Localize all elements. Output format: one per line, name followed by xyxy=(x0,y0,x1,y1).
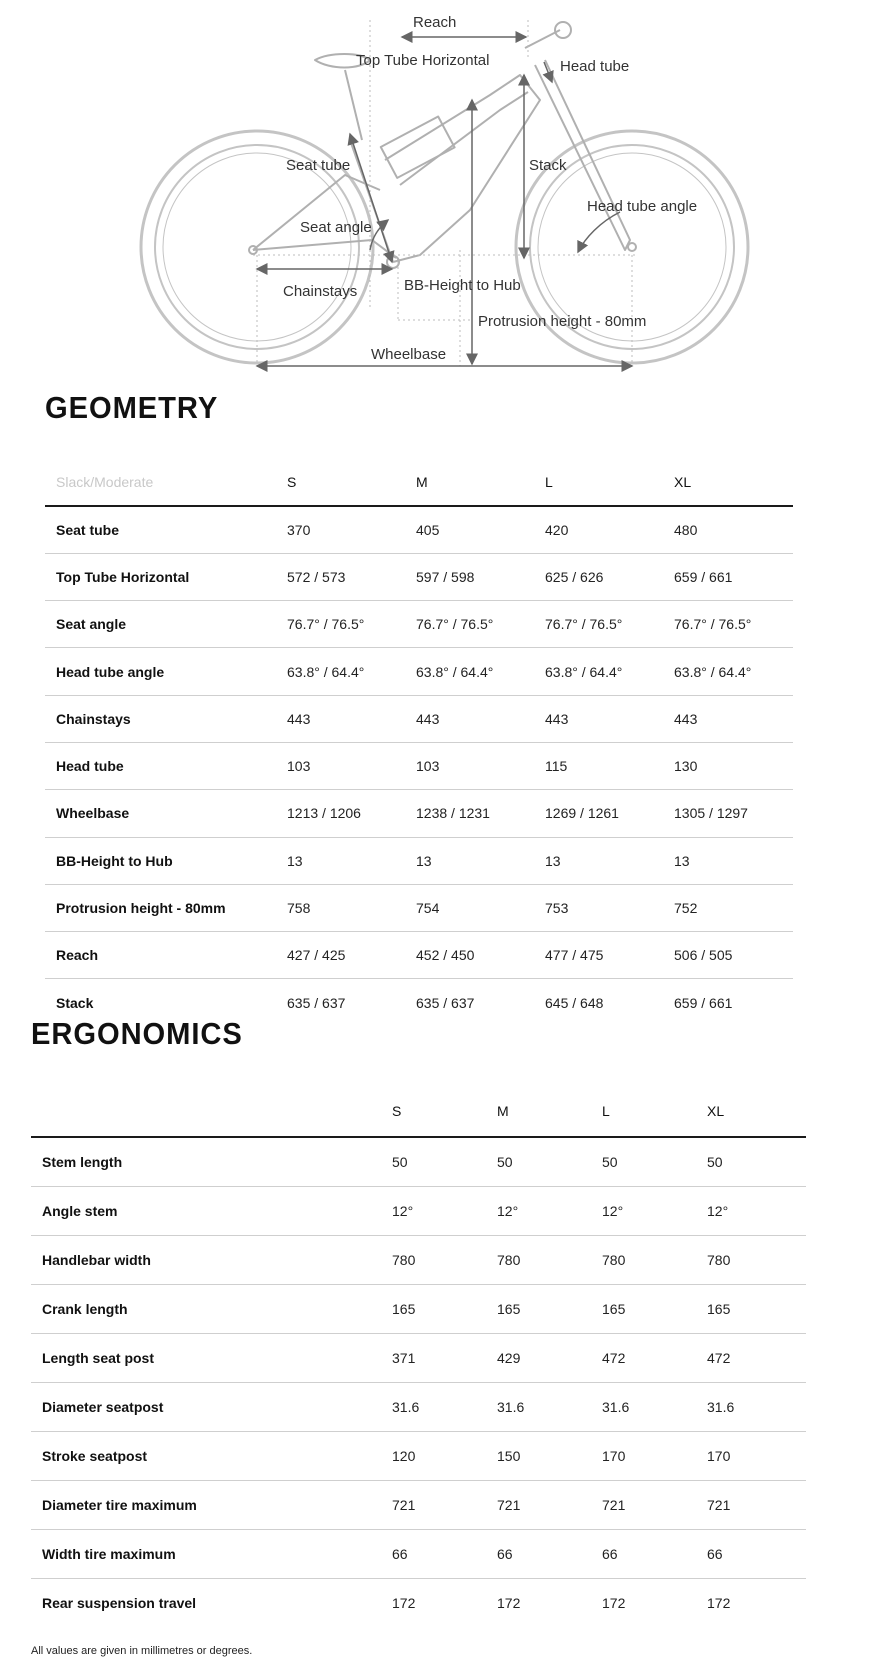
row-label: Diameter tire maximum xyxy=(42,1496,197,1513)
diagram-labels xyxy=(283,14,697,363)
geometry-header-row xyxy=(45,458,793,506)
table-row xyxy=(31,1578,806,1627)
cell-value: 721 xyxy=(497,1496,521,1513)
cell-value: 172 xyxy=(392,1594,416,1611)
cell-value: 12° xyxy=(497,1202,519,1219)
label-chainstays: Chainstays xyxy=(283,283,358,300)
label-top-tube-horizontal: Top Tube Horizontal xyxy=(356,52,490,69)
table-row xyxy=(31,1284,806,1333)
cell-value: 165 xyxy=(497,1300,521,1317)
cell-value: 721 xyxy=(392,1496,416,1513)
table-row xyxy=(31,1529,806,1578)
cell-value: 572 / 573 xyxy=(287,568,346,585)
row-label: Stem length xyxy=(42,1153,123,1170)
cell-value: 12° xyxy=(602,1202,624,1219)
size-header-s: S xyxy=(287,473,297,490)
cell-value: 165 xyxy=(602,1300,626,1317)
label-reach: Reach xyxy=(413,14,457,31)
cell-value: 625 / 626 xyxy=(545,568,604,585)
cell-value: 1305 / 1297 xyxy=(674,805,748,822)
cell-value: 477 / 475 xyxy=(545,947,604,964)
row-label: Protrusion height - 80mm xyxy=(56,900,226,917)
cell-value: 50 xyxy=(497,1153,513,1170)
row-label: Wheelbase xyxy=(56,805,130,822)
table-row xyxy=(31,1235,806,1284)
row-label: Chainstays xyxy=(56,710,131,727)
row-label: Seat angle xyxy=(56,616,127,633)
table-row xyxy=(31,1431,806,1480)
cell-value: 721 xyxy=(602,1496,626,1513)
size-header-s: S xyxy=(392,1102,402,1119)
cell-value: 63.8° / 64.4° xyxy=(545,663,623,680)
row-label: Head tube xyxy=(56,758,124,775)
row-label: Crank length xyxy=(42,1300,128,1317)
row-label: Reach xyxy=(56,947,99,964)
table-row xyxy=(31,1480,806,1529)
row-label: Stroke seatpost xyxy=(42,1447,148,1464)
cell-value: 172 xyxy=(707,1594,731,1611)
row-label: Angle stem xyxy=(42,1202,118,1219)
table-row xyxy=(45,932,793,979)
cell-value: 66 xyxy=(707,1545,723,1562)
table-row xyxy=(31,1186,806,1235)
cell-value: 758 xyxy=(287,900,311,917)
ergonomics-table xyxy=(31,1085,806,1627)
cell-value: 63.8° / 64.4° xyxy=(416,663,494,680)
cell-value: 645 / 648 xyxy=(545,994,604,1011)
cell-value: 31.6 xyxy=(497,1398,525,1415)
cell-value: 452 / 450 xyxy=(416,947,475,964)
cell-value: 443 xyxy=(416,710,440,727)
cell-value: 635 / 637 xyxy=(416,994,475,1011)
cell-value: 63.8° / 64.4° xyxy=(674,663,752,680)
label-head-tube-angle: Head tube angle xyxy=(587,198,698,215)
cell-value: 13 xyxy=(416,852,432,869)
cell-value: 120 xyxy=(392,1447,416,1464)
cell-value: 405 xyxy=(416,521,440,538)
cell-value: 429 xyxy=(497,1349,521,1366)
row-label: Width tire maximum xyxy=(42,1545,176,1562)
cell-value: 780 xyxy=(497,1251,521,1268)
cell-value: 506 / 505 xyxy=(674,947,733,964)
size-header-xl: XL xyxy=(674,473,692,490)
cell-value: 130 xyxy=(674,758,698,775)
table-row xyxy=(45,601,793,648)
geometry-table xyxy=(45,458,793,1026)
row-label: Length seat post xyxy=(42,1349,155,1366)
size-header-xl: XL xyxy=(707,1102,725,1119)
table-row xyxy=(45,884,793,931)
cell-value: 721 xyxy=(707,1496,731,1513)
footnote: All values are given in millimetres or degrees. xyxy=(31,1645,253,1657)
table-row xyxy=(45,695,793,742)
cell-value: 480 xyxy=(674,521,698,538)
cell-value: 13 xyxy=(674,852,690,869)
row-label: BB-Height to Hub xyxy=(56,852,173,869)
label-bb-height-to-hub: BB-Height to Hub xyxy=(404,277,521,294)
cell-value: 50 xyxy=(707,1153,723,1170)
cell-value: 780 xyxy=(602,1251,626,1268)
cell-value: 150 xyxy=(497,1447,521,1464)
cell-value: 443 xyxy=(545,710,569,727)
cell-value: 780 xyxy=(707,1251,731,1268)
ergonomics-title: ERGONOMICS xyxy=(31,1016,243,1051)
ergonomics-body xyxy=(31,1137,806,1627)
cell-value: 31.6 xyxy=(392,1398,420,1415)
cell-value: 597 / 598 xyxy=(416,568,475,585)
size-header-m: M xyxy=(416,473,428,490)
cell-value: 753 xyxy=(545,900,569,917)
cell-value: 13 xyxy=(287,852,303,869)
cell-value: 66 xyxy=(497,1545,513,1562)
cell-value: 115 xyxy=(545,758,568,775)
table-row xyxy=(45,837,793,884)
label-protrusion-height: Protrusion height - 80mm xyxy=(478,313,647,330)
cell-value: 659 / 661 xyxy=(674,568,733,585)
geometry-corner-label: Slack/Moderate xyxy=(56,473,154,490)
geometry-title: GEOMETRY xyxy=(45,390,219,425)
row-label: Top Tube Horizontal xyxy=(56,568,190,585)
size-header-l: L xyxy=(545,473,553,490)
row-label: Handlebar width xyxy=(42,1251,151,1268)
ergonomics-header-row xyxy=(31,1085,806,1137)
cell-value: 103 xyxy=(416,758,440,775)
row-label: Rear suspension travel xyxy=(42,1594,197,1611)
cell-value: 103 xyxy=(287,758,311,775)
size-header-l: L xyxy=(602,1102,610,1119)
row-label: Diameter seatpost xyxy=(42,1398,164,1415)
cell-value: 172 xyxy=(497,1594,521,1611)
cell-value: 371 xyxy=(392,1349,416,1366)
cell-value: 443 xyxy=(674,710,698,727)
cell-value: 370 xyxy=(287,521,311,538)
cell-value: 76.7° / 76.5° xyxy=(674,616,752,633)
cell-value: 754 xyxy=(416,900,440,917)
cell-value: 780 xyxy=(392,1251,416,1268)
cell-value: 752 xyxy=(674,900,698,917)
cell-value: 76.7° / 76.5° xyxy=(287,616,365,633)
cell-value: 170 xyxy=(602,1447,626,1464)
cell-value: 427 / 425 xyxy=(287,947,346,964)
cell-value: 12° xyxy=(392,1202,414,1219)
cell-value: 31.6 xyxy=(602,1398,630,1415)
cell-value: 472 xyxy=(707,1349,731,1366)
table-row xyxy=(45,648,793,695)
label-stack: Stack xyxy=(529,157,567,174)
cell-value: 12° xyxy=(707,1202,729,1219)
label-seat-angle: Seat angle xyxy=(300,219,372,236)
table-row xyxy=(45,790,793,837)
cell-value: 172 xyxy=(602,1594,626,1611)
cell-value: 472 xyxy=(602,1349,626,1366)
bike-geometry-diagram xyxy=(0,0,895,372)
label-seat-tube: Seat tube xyxy=(286,157,351,174)
cell-value: 1213 / 1206 xyxy=(287,805,361,822)
table-row xyxy=(45,506,793,553)
cell-value: 50 xyxy=(602,1153,618,1170)
cell-value: 1238 / 1231 xyxy=(416,805,490,822)
cell-value: 1269 / 1261 xyxy=(545,805,619,822)
cell-value: 13 xyxy=(545,852,561,869)
cell-value: 76.7° / 76.5° xyxy=(416,616,494,633)
cell-value: 66 xyxy=(392,1545,408,1562)
label-head-tube: Head tube xyxy=(560,58,630,75)
table-row xyxy=(31,1137,806,1186)
cell-value: 443 xyxy=(287,710,311,727)
geometry-body xyxy=(45,506,793,1026)
table-row xyxy=(31,1382,806,1431)
table-row xyxy=(31,1333,806,1382)
cell-value: 76.7° / 76.5° xyxy=(545,616,623,633)
cell-value: 50 xyxy=(392,1153,408,1170)
ergonomics-corner xyxy=(31,1085,381,1137)
cell-value: 63.8° / 64.4° xyxy=(287,663,365,680)
cell-value: 420 xyxy=(545,521,569,538)
cell-value: 66 xyxy=(602,1545,618,1562)
cell-value: 635 / 637 xyxy=(287,994,346,1011)
cell-value: 659 / 661 xyxy=(674,994,733,1011)
bike-drawing xyxy=(0,0,895,372)
table-row xyxy=(45,553,793,600)
label-wheelbase: Wheelbase xyxy=(371,346,447,363)
cell-value: 170 xyxy=(707,1447,731,1464)
row-label: Stack xyxy=(56,994,94,1011)
cell-value: 165 xyxy=(392,1300,416,1317)
table-row xyxy=(45,742,793,789)
cell-value: 31.6 xyxy=(707,1398,735,1415)
size-header-m: M xyxy=(497,1102,509,1119)
row-label: Seat tube xyxy=(56,521,120,538)
cell-value: 165 xyxy=(707,1300,731,1317)
row-label: Head tube angle xyxy=(56,663,165,680)
